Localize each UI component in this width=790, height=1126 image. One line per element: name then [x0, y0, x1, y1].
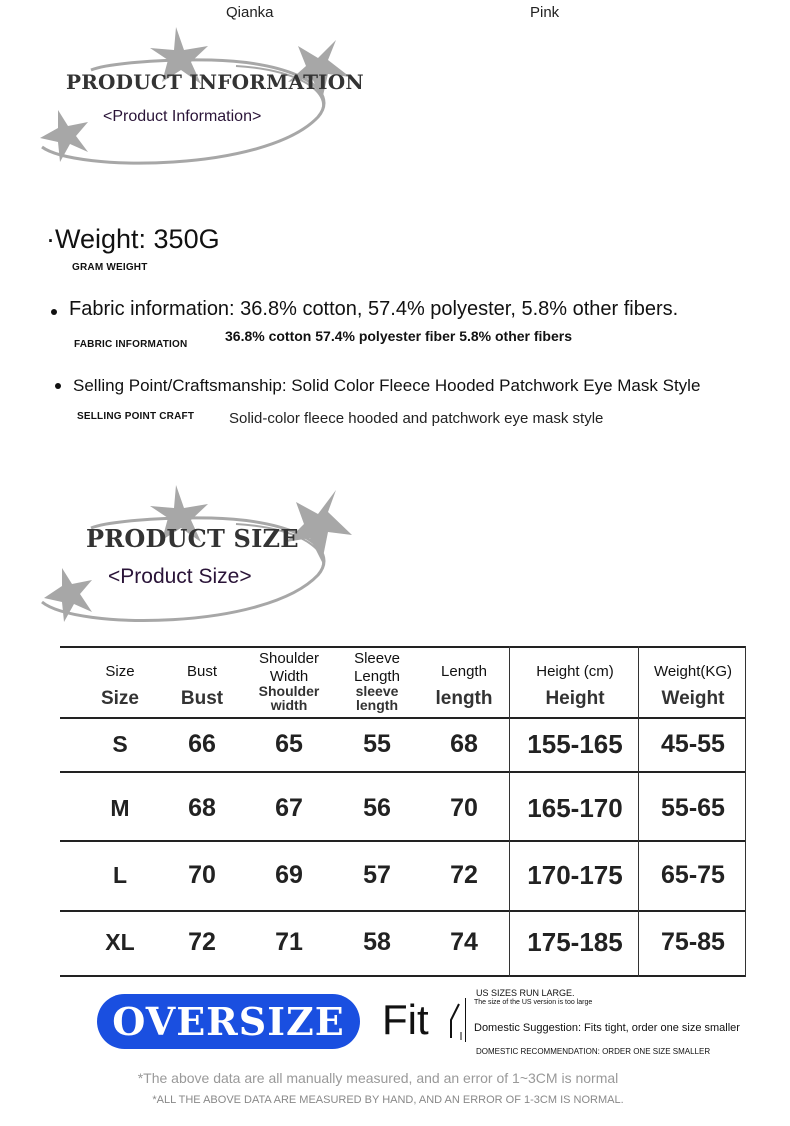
table-cell: 58 [363, 928, 391, 956]
table-cell: 65-75 [661, 861, 725, 889]
brand-label: Qianka [226, 4, 274, 21]
table-cell: 56 [363, 794, 391, 822]
bullet-dot [55, 383, 61, 389]
table-cell: 55-65 [661, 794, 725, 822]
table-cell: 175-185 [527, 927, 623, 957]
table-cell: 70 [450, 794, 478, 822]
table-cell: 45-55 [661, 730, 725, 758]
measurement-note-caps: *ALL THE ABOVE DATA ARE MEASURED BY HAND, AND AN ERROR OF 1-3CM IS NORMAL. [152, 1094, 624, 1106]
table-cell: 68 [188, 794, 216, 822]
table-cell: 55 [363, 730, 391, 758]
table-rule [60, 771, 746, 773]
fabric-caption: FABRIC INFORMATION [74, 339, 188, 350]
us-sizes-note: US SIZES RUN LARGE. [476, 988, 575, 998]
domestic-suggestion: Domestic Suggestion: Fits tight, order one size smaller [474, 1022, 740, 1034]
table-cell: 74 [450, 928, 478, 956]
star-swoosh-icon [36, 22, 356, 167]
table-header-label: Size [105, 663, 135, 680]
weight-line: ·Weight: 350G [46, 224, 220, 254]
table-cell: L [112, 862, 128, 888]
product-size-title: PRODUCT SIZE [86, 524, 299, 553]
us-sizes-detail: The size of the US version is too large [474, 999, 593, 1006]
table-cell: 75-85 [661, 928, 725, 956]
table-cell: 155-165 [527, 729, 623, 759]
table-header-sublabel: Height [545, 688, 605, 709]
fabric-line: Fabric information: 36.8% cotton, 57.4% polyester, 5.8% other fibers. [69, 298, 679, 320]
table-header-sublabel: sleeve length [355, 683, 399, 713]
selling-translation: Solid-color fleece hooded and patchwork eye mask style [229, 410, 604, 427]
table-cell: 72 [188, 928, 216, 956]
table-cell: S [112, 731, 128, 757]
oversize-badge-label: OVERSIZE [112, 999, 345, 1044]
product-size-subtitle: <Product Size> [108, 565, 252, 588]
weight-caption: GRAM WEIGHT [72, 262, 148, 273]
measurement-note: *The above data are all manually measured, and an error of 1~3CM is normal [137, 1070, 619, 1086]
table-rule [60, 840, 746, 842]
table-cell: 170-175 [527, 860, 623, 890]
table-cell: M [110, 795, 130, 821]
table-header-label: Bust [186, 663, 217, 680]
bullet-dot [51, 309, 57, 315]
table-cell: 68 [450, 730, 478, 758]
table-cell: 71 [275, 928, 303, 956]
fabric-translation: 36.8% cotton 57.4% polyester fiber 5.8% other fibers [225, 328, 573, 344]
domestic-recommendation: DOMESTIC RECOMMENDATION: ORDER ONE SIZE SMALLER [476, 1047, 711, 1056]
table-cell: 69 [275, 861, 303, 889]
table-cell: 57 [363, 861, 391, 889]
table-cell: 165-170 [527, 793, 623, 823]
product-information-title: PRODUCT INFORMATION [66, 70, 364, 94]
table-rule [60, 975, 746, 977]
size-table [60, 646, 746, 977]
table-rule [60, 910, 746, 912]
product-information-subtitle: <Product Information> [103, 108, 262, 125]
table-header-sublabel: length [435, 688, 493, 709]
table-header-label: Height (cm) [536, 663, 614, 680]
color-label: Pink [530, 4, 560, 21]
fit-divider [465, 998, 466, 1042]
selling-caption: SELLING POINT CRAFT [77, 411, 195, 422]
table-header-sublabel: Size [100, 688, 140, 709]
table-header-label: Shoulder Width [258, 650, 320, 685]
table-cell: 66 [188, 730, 216, 758]
table-header-sublabel: Weight [661, 688, 725, 709]
table-header-sublabel: Shoulder width [258, 683, 320, 713]
table-header-label: Weight(KG) [653, 663, 733, 680]
table-rule [60, 717, 746, 719]
table-header-label: Length [441, 663, 487, 680]
selling-line: Selling Point/Craftsmanship: Solid Color Fleece Hooded Patchwork Eye Mask Style [73, 376, 701, 395]
table-rule [60, 646, 746, 648]
fit-label: Fit [382, 996, 429, 1043]
table-cell: XL [105, 929, 135, 955]
table-cell: 67 [275, 794, 303, 822]
oversize-badge [97, 994, 360, 1049]
table-header-label: Sleeve Length [354, 650, 400, 685]
table-cell: 70 [188, 861, 216, 889]
table-cell: 65 [275, 730, 303, 758]
table-cell: 72 [450, 861, 478, 889]
table-header-sublabel: Bust [180, 688, 224, 709]
